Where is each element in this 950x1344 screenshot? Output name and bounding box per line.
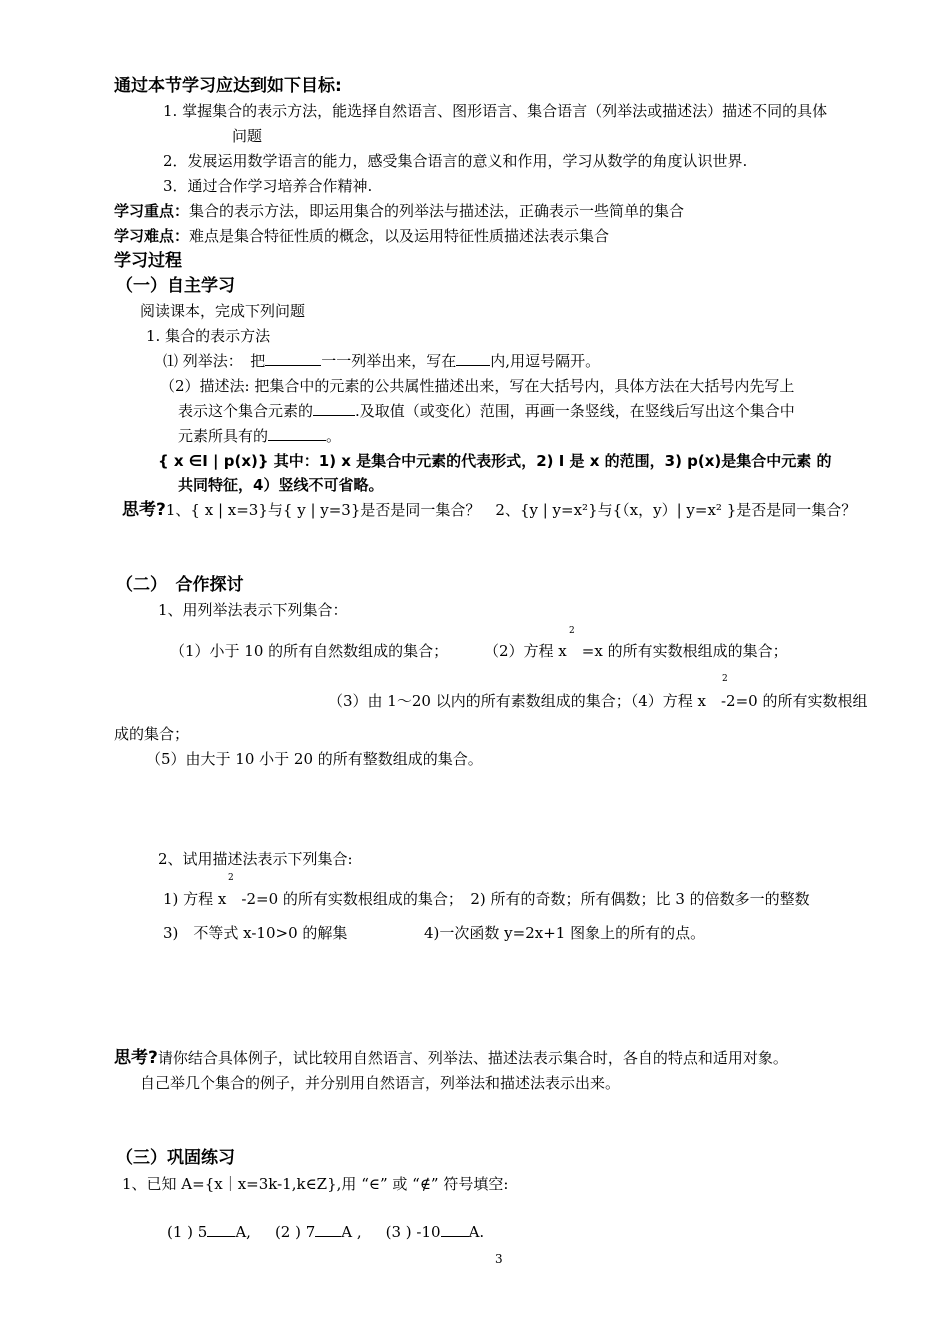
part2-q1-3: （3）由 1～20 以内的所有素数组成的集合；（4）方程 x -2=0 的所有实数根组 <box>328 692 868 710</box>
think-1-label: 思考? <box>122 500 166 520</box>
part2-q2-4: 4)一次函数 y=2x+1 图象上的所有的点。 <box>424 924 706 942</box>
part2-q1-3-cont: 成的集合； <box>114 725 190 743</box>
part2-q2-1: 1) 方程 x -2=0 的所有实数根组成的集合； 2) 所有的奇数；所有偶数；比 3 的倍数多一的整数 <box>163 890 810 908</box>
part2-q1: 1、用列举法表示下列集合： <box>158 601 348 619</box>
fill-blank-1 <box>207 1222 235 1237</box>
desc-text-b: .及取值（或变化）范围，再画一条竖线，在竖线后写出这个集合中 <box>355 402 795 420</box>
goal-item-1: 1. 掌握集合的表示方法，能选择自然语言、图形语言、集合语言（列举法或描述法）描述不同的具体 <box>163 102 828 120</box>
part2-q2-3: 3) 不等式 x-10>0 的解集 <box>163 924 348 942</box>
think-2-text: 请你结合具体例子，试比较用自然语言、列举法、描述法表示集合时，各自的特点和适用对象。 <box>157 1049 788 1067</box>
goal-item-2: 2．发展运用数学语言的能力，感受集合语言的意义和作用，学习从数学的角度认识世界. <box>163 152 748 170</box>
fill-3-end: A. <box>468 1223 485 1241</box>
desc-method-line3 <box>178 426 341 446</box>
think-2-line2: 自己举几个集合的例子，并分别用自然语言，列举法和描述法表示出来。 <box>140 1074 621 1092</box>
fill-2-end: A , <box>341 1223 362 1241</box>
exponent-2: 2 <box>722 674 728 684</box>
think-2 <box>114 1048 788 1068</box>
key-point-text: 集合的表示方法，即运用集合的列举法与描述法，正确表示一些简单的集合 <box>189 202 685 220</box>
part2-q1-1: （1）小于 10 的所有自然数组成的集合； <box>170 642 449 660</box>
part3-q1: 1、已知 A={x｜x=3k-1,k∈Z},用 “∈” 或 “∉” 符号填空: <box>122 1175 509 1193</box>
listing-blank-2 <box>456 351 490 366</box>
set-notation-note-cont: 共同特征，4）竖线不可省略。 <box>178 476 384 494</box>
part1-heading: （一）自主学习 <box>116 276 235 296</box>
difficulty-text: 难点是集合特征性质的概念，以及运用特征性质描述法表示集合 <box>189 227 610 245</box>
fill-2-text: (2 ) 7 <box>274 1223 316 1241</box>
think-1-text: 1、{ x | x=3}与{ y | y=3}是否是同一集合？ 2、{y | y=x²}与{（x，y）| y=x² }是否是同一集合？ <box>165 501 857 519</box>
fill-3-text: (3 ) -10 <box>385 1223 441 1241</box>
set-notation-note: { x ∈I | p(x)} 其中：1) x 是集合中元素的代表形式，2) I 是 x 的范围，3) p(x)是集合中元素 的 <box>158 452 832 470</box>
desc-text-a: 表示这个集合元素的 <box>178 402 314 420</box>
desc-method-line2 <box>178 401 795 421</box>
desc-blank-2 <box>268 426 326 441</box>
listing-method <box>163 351 600 371</box>
part1-q1: 1. 集合的表示方法 <box>146 327 271 345</box>
fill-blank-3 <box>441 1222 469 1237</box>
part2-heading: （二） 合作探讨 <box>116 575 244 595</box>
listing-blank-1 <box>265 351 321 366</box>
listing-text-a: ⑴ 列举法： 把 <box>163 352 266 370</box>
difficulty <box>114 226 609 246</box>
think-1 <box>122 500 856 520</box>
desc-text-c: 元素所具有的 <box>178 427 269 445</box>
fill-blank-2 <box>315 1222 341 1237</box>
part3-fill <box>167 1222 484 1242</box>
part2-q2: 2、试用描述法表示下列集合: <box>158 850 353 868</box>
key-point <box>114 201 684 221</box>
difficulty-label: 学习难点： <box>114 227 190 245</box>
goal-item-1-cont: 问题 <box>232 127 263 145</box>
listing-text-b: 一一列举出来，写在 <box>321 352 457 370</box>
fill-1-end: A, <box>235 1223 251 1241</box>
goal-item-3: 3．通过合作学习培养合作精神. <box>163 177 373 195</box>
listing-text-c: 内,用逗号隔开。 <box>490 352 601 370</box>
part2-q1-2: （2）方程 x =x 的所有实数根组成的集合； <box>484 642 788 660</box>
process-heading: 学习过程 <box>114 251 182 271</box>
part2-q1-5: （5）由大于 10 小于 20 的所有整数组成的集合。 <box>146 750 483 768</box>
desc-text-d: 。 <box>326 427 342 445</box>
key-point-label: 学习重点： <box>114 202 190 220</box>
desc-blank-1 <box>313 401 355 416</box>
goals-heading: 通过本节学习应达到如下目标: <box>114 76 342 96</box>
page-number: 3 <box>495 1252 503 1266</box>
exponent-2: 2 <box>228 873 234 883</box>
think-2-label: 思考? <box>114 1048 158 1068</box>
desc-method-line1: （2）描述法: 把集合中的元素的公共属性描述出来，写在大括号内，具体方法在大括号内先写上 <box>160 377 795 395</box>
part3-heading: （三）巩固练习 <box>116 1148 235 1168</box>
part1-intro: 阅读课本，完成下列问题 <box>140 302 306 320</box>
fill-1-text: (1 ) 5 <box>167 1223 208 1241</box>
exponent-2: 2 <box>569 626 575 636</box>
